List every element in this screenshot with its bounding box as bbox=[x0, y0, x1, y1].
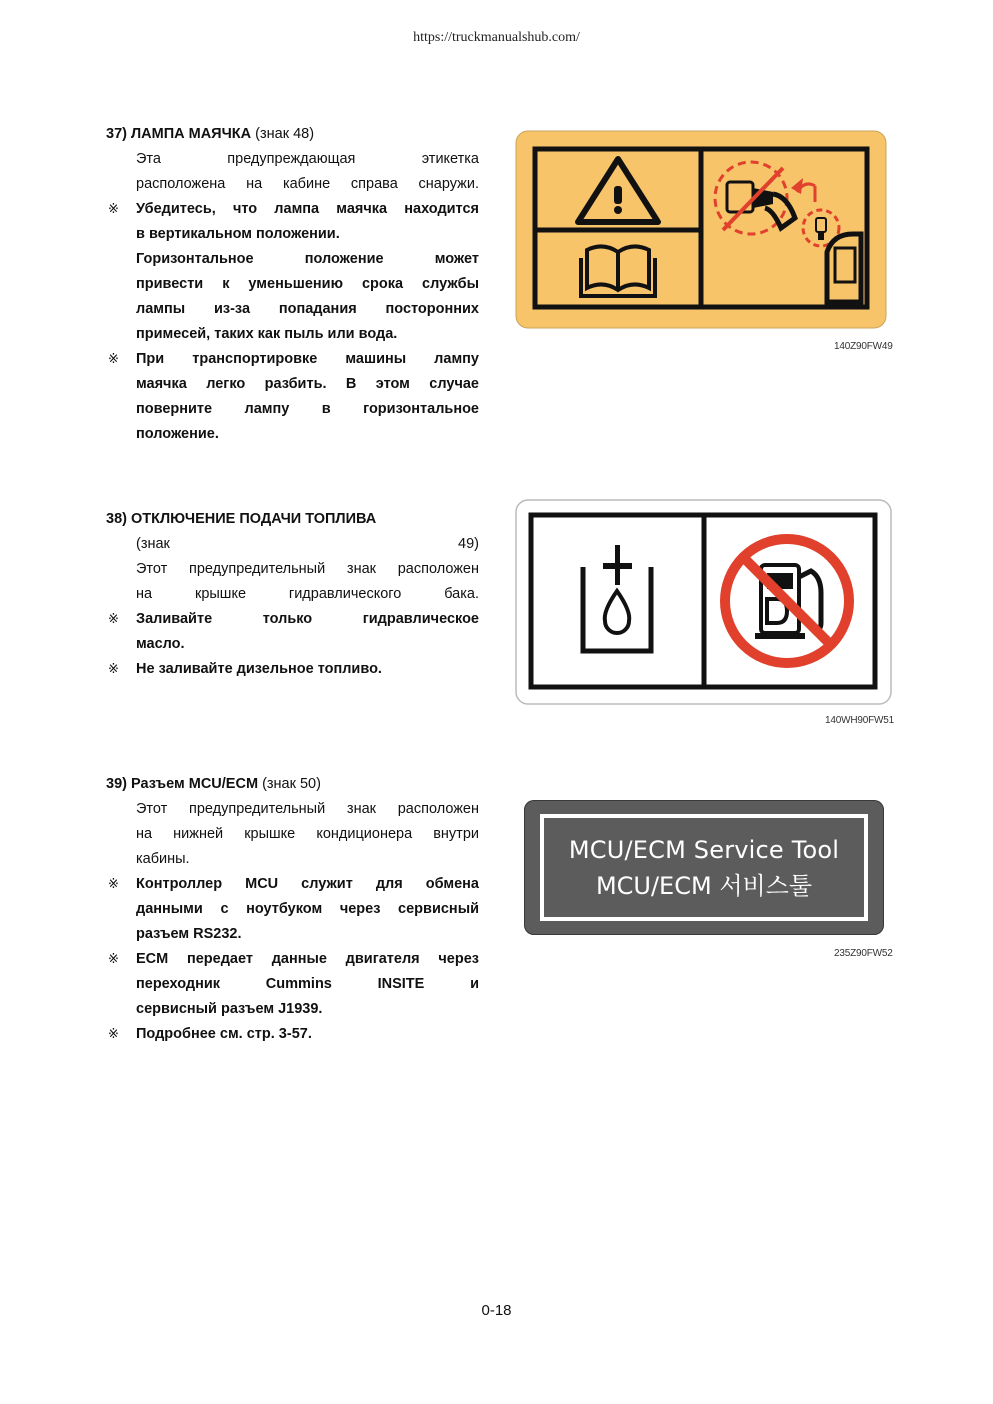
figure-38-code: 140WH90FW51 bbox=[825, 715, 894, 726]
section-39-note-1 bbox=[106, 872, 479, 947]
note-line: поверните лампу в горизонтальное bbox=[136, 401, 479, 417]
section-38-text bbox=[106, 507, 479, 682]
note-line: маячка легко разбить. В этом случае bbox=[136, 376, 479, 392]
note-line: лампы из-за попадания посторонних bbox=[136, 301, 479, 317]
section-39-title: 39) Разъем MCU/ECM bbox=[106, 776, 259, 792]
reference-mark: ※ bbox=[108, 952, 119, 967]
section-39-sign-ref: (знак 50) bbox=[262, 776, 321, 792]
section-38-note-2 bbox=[106, 657, 479, 682]
section-39-note-2 bbox=[106, 947, 479, 1022]
fuel-warning-label-figure bbox=[515, 499, 892, 706]
section-39-text bbox=[106, 772, 479, 1047]
note-line: привести к уменьшению срока службы bbox=[136, 276, 479, 292]
section-38-sign-ref: (знак 49) bbox=[136, 536, 479, 552]
label-inner-frame bbox=[540, 814, 868, 921]
note-line: Контроллер MCU служит для обмена bbox=[136, 876, 479, 892]
section-38-intro bbox=[106, 532, 479, 607]
section-39-heading bbox=[106, 772, 479, 797]
label-line-korean: MCU/ECM 서비스툴 bbox=[595, 871, 813, 900]
figure-37-code: 140Z90FW49 bbox=[834, 341, 893, 352]
beacon-lamp-label-figure bbox=[515, 130, 887, 330]
figure-39-code: 235Z90FW52 bbox=[834, 948, 893, 959]
intro-line: Эта предупреждающая этикетка bbox=[136, 151, 479, 167]
note-line: переходник Cummins INSITE и bbox=[136, 976, 479, 992]
section-39-intro bbox=[106, 797, 479, 872]
reference-mark: ※ bbox=[108, 1027, 119, 1042]
intro-line: на нижней крышке кондиционера внутри bbox=[136, 826, 479, 842]
note-line: разъем RS232. bbox=[136, 926, 242, 942]
note-line: примесей, таких как пыль или вода. bbox=[136, 326, 398, 342]
section-37-note-2 bbox=[106, 347, 479, 447]
note-line: При транспортировке машины лампу bbox=[136, 351, 479, 367]
note-line: ECM передает данные двигателя через bbox=[136, 951, 479, 967]
note-line: Убедитесь, что лампа маячка находится bbox=[136, 201, 479, 217]
section-37-heading bbox=[106, 122, 479, 147]
page-number: 0-18 bbox=[481, 1302, 512, 1319]
note-line: данными с ноутбуком через сервисный bbox=[136, 901, 479, 917]
reference-mark: ※ bbox=[108, 612, 119, 627]
section-37-intro bbox=[106, 147, 479, 197]
intro-line: Этот предупредительный знак расположен bbox=[136, 801, 479, 817]
mcu-ecm-service-tool-label bbox=[524, 800, 884, 935]
intro-line: на крышке гидравлического бака. bbox=[136, 586, 479, 602]
note-line: масло. bbox=[136, 636, 185, 652]
section-37-sign-ref: (знак 48) bbox=[255, 126, 315, 142]
section-37-note-1 bbox=[106, 197, 479, 347]
note-line: сервисный разъем J1939. bbox=[136, 1001, 323, 1017]
section-37-title: 37) ЛАМПА МАЯЧКА bbox=[106, 126, 252, 142]
note-line: Горизонтальное положение может bbox=[136, 251, 479, 267]
note-line: Заливайте только гидравлическое bbox=[136, 611, 479, 627]
intro-line: кабины. bbox=[136, 851, 190, 867]
reference-mark: ※ bbox=[108, 877, 119, 892]
note-line: Не заливайте дизельное топливо. bbox=[136, 661, 382, 677]
label-line-english: MCU/ECM Service Tool bbox=[568, 835, 840, 864]
section-38-note-1 bbox=[106, 607, 479, 657]
section-38-heading: 38) ОТКЛЮЧЕНИЕ ПОДАЧИ ТОПЛИВА bbox=[106, 511, 377, 527]
note-line: положение. bbox=[136, 426, 219, 442]
intro-line: Этот предупредительный знак расположен bbox=[136, 561, 479, 577]
note-line: в вертикальном положении. bbox=[136, 226, 340, 242]
reference-mark: ※ bbox=[108, 202, 119, 217]
section-37-text bbox=[106, 122, 479, 447]
section-39-note-3 bbox=[106, 1022, 479, 1047]
intro-line: расположена на кабине справа снаружи. bbox=[136, 176, 479, 192]
reference-mark: ※ bbox=[108, 352, 119, 367]
note-line: Подробнее см. стр. 3-57. bbox=[136, 1026, 312, 1042]
source-url[interactable]: https://truckmanualshub.com/ bbox=[413, 30, 580, 45]
reference-mark: ※ bbox=[108, 662, 119, 677]
